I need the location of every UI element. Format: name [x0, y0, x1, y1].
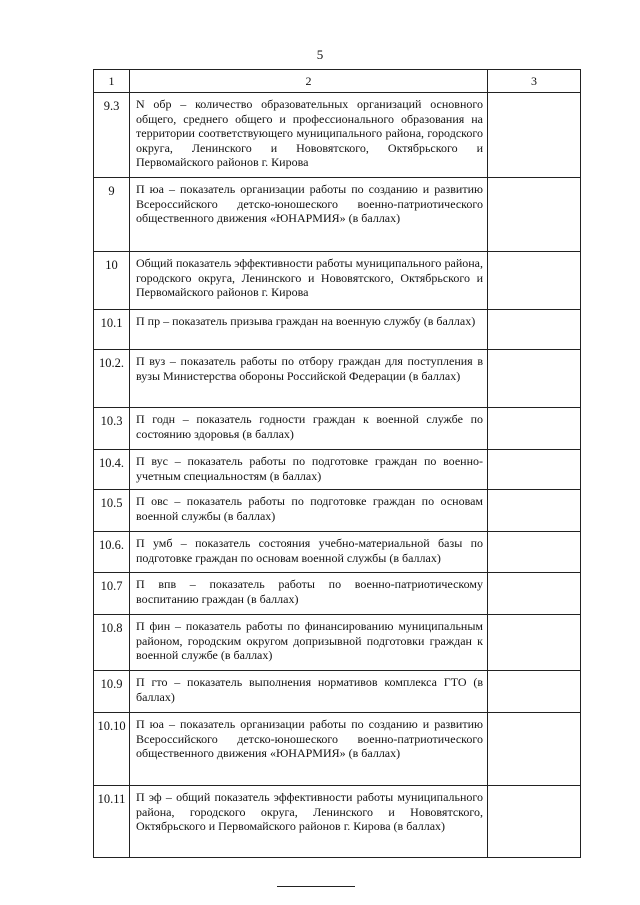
row-number: 10.4.: [94, 450, 130, 490]
row-description: П юа – показатель организации работы по созданию и развитию Всероссийского детско-юношеского военно-патриотического общественного движения «ЮНАРМИЯ» (в баллах): [130, 713, 488, 786]
row-number: 10.7: [94, 573, 130, 615]
row-number: 10.5: [94, 490, 130, 532]
page-number: 5: [316, 47, 324, 62]
row-number: 9: [94, 178, 130, 252]
row-number: 10.11: [94, 786, 130, 858]
row-description: П впв – показатель работы по военно-патриотическому воспитанию граждан (в баллах): [130, 573, 488, 615]
row-number: 10.1: [94, 310, 130, 350]
row-value-cell: [488, 786, 581, 858]
row-value-cell: [488, 350, 581, 408]
row-number: 10.3: [94, 408, 130, 450]
header-col-1: 1: [94, 70, 130, 93]
row-description: П овс – показатель работы по подготовке граждан по основам военной службы (в баллах): [130, 490, 488, 532]
row-value-cell: [488, 713, 581, 786]
row-description: П юа – показатель организации работы по созданию и развитию Всероссийского детско-юношеского военно-патриотического общественного движения «ЮНАРМИЯ» (в баллах): [130, 178, 488, 252]
row-value-cell: [488, 490, 581, 532]
table-header-row: [94, 70, 581, 93]
row-value-cell: [488, 310, 581, 350]
row-value-cell: [488, 615, 581, 671]
row-value-cell: [488, 532, 581, 573]
row-number: 10: [94, 252, 130, 310]
row-description: П вуз – показатель работы по отбору граждан для поступления в вузы Министерства обороны Российской Федерации (в баллах): [130, 350, 488, 408]
row-description: П умб – показатель состояния учебно-материальной базы по подготовке граждан по основам военной службы (в баллах): [130, 532, 488, 573]
row-number: 10.10: [94, 713, 130, 786]
row-description: П годн – показатель годности граждан к военной службе по состоянию здоровья (в баллах): [130, 408, 488, 450]
header-col-3: 3: [488, 70, 581, 93]
row-number: 10.2.: [94, 350, 130, 408]
row-description: П пр – показатель призыва граждан на военную службу (в баллах): [130, 310, 488, 350]
table-row: [94, 532, 581, 573]
row-description: N обр – количество образовательных организаций основного общего, среднего общего и профессионального образования на территории соответствующего муниципального района, городского округа, Ленинского и Нововятского, Октябрьского и Первомайского районов г. Кирова: [130, 93, 488, 178]
table-row: [94, 178, 581, 252]
row-description: П гто – показатель выполнения нормативов комплекса ГТО (в баллах): [130, 671, 488, 713]
row-value-cell: [488, 252, 581, 310]
row-value-cell: [488, 450, 581, 490]
table-row: [94, 408, 581, 450]
row-value-cell: [488, 93, 581, 178]
table-row: [94, 252, 581, 310]
table-row: [94, 671, 581, 713]
row-description: П эф – общий показатель эффективности работы муниципального района, городского округа, Ленинского и Нововятского, Октябрьского и Первомайского районов г. Кирова (в баллах): [130, 786, 488, 858]
row-number: 9.3: [94, 93, 130, 178]
bottom-divider-line: [277, 886, 355, 887]
table-row: [94, 573, 581, 615]
row-description: П вус – показатель работы по подготовке граждан по военно-учетным специальностям (в баллах): [130, 450, 488, 490]
table-row: [94, 615, 581, 671]
row-number: 10.6.: [94, 532, 130, 573]
row-description: П фин – показатель работы по финансированию муниципальным районом, городским округом допризывной подготовки граждан к военной службе (в баллах): [130, 615, 488, 671]
row-value-cell: [488, 408, 581, 450]
table-row: [94, 786, 581, 858]
table-row: [94, 310, 581, 350]
row-description: Общий показатель эффективности работы муниципального района, городского округа, Ленинского и Нововятского, Октябрьского и Первомайского районов г. Кирова: [130, 252, 488, 310]
row-number: 10.9: [94, 671, 130, 713]
header-col-2: 2: [130, 70, 488, 93]
table-row: [94, 450, 581, 490]
indicators-table: [93, 69, 581, 858]
table-row: [94, 713, 581, 786]
table-row: [94, 490, 581, 532]
table-row: [94, 350, 581, 408]
table-row: [94, 93, 581, 178]
row-value-cell: [488, 178, 581, 252]
row-value-cell: [488, 573, 581, 615]
row-value-cell: [488, 671, 581, 713]
row-number: 10.8: [94, 615, 130, 671]
